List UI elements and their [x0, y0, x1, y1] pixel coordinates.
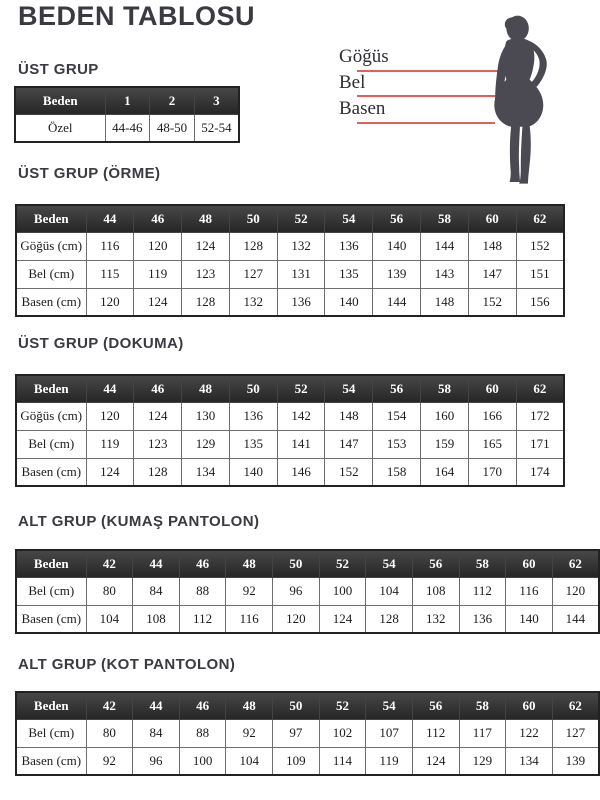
- table-cell: 116: [86, 232, 134, 260]
- table-cell: 108: [133, 605, 180, 633]
- table-cell: 153: [373, 430, 421, 458]
- table-header-cell: 54: [366, 692, 413, 719]
- row-label-cell: Bel (cm): [16, 577, 86, 605]
- table-cell: 120: [134, 232, 182, 260]
- table-cell: 148: [468, 232, 516, 260]
- heading-ust-grup-orme: ÜST GRUP (ÖRME): [18, 165, 161, 182]
- table-row: [16, 260, 564, 288]
- table-cell: 142: [277, 402, 325, 430]
- table-header-cell: 48: [182, 375, 230, 402]
- table-header-cell: 46: [179, 550, 226, 577]
- table-header-cell: 52: [319, 550, 366, 577]
- table-cell: 80: [86, 577, 133, 605]
- row-label-cell: Özel: [15, 114, 105, 142]
- table-header-cell: 48: [226, 550, 273, 577]
- table-cell: 148: [325, 402, 373, 430]
- table-cell: 140: [229, 458, 277, 486]
- table-cell: 52-54: [194, 114, 239, 142]
- table-header-row: [16, 375, 564, 402]
- table-cell: 120: [273, 605, 320, 633]
- table-cell: 136: [229, 402, 277, 430]
- table-ust-grup-dokuma: [15, 374, 565, 487]
- table-header-cell: 54: [366, 550, 413, 577]
- table-cell: 136: [277, 288, 325, 316]
- table-cell: 124: [134, 402, 182, 430]
- table-header-cell: Beden: [16, 375, 86, 402]
- table-cell: 127: [552, 719, 599, 747]
- table-header-row: [16, 550, 599, 577]
- label-gogus: Göğüs: [339, 46, 389, 67]
- table-cell: 170: [468, 458, 516, 486]
- table-cell: 120: [86, 402, 134, 430]
- table-cell: 112: [412, 719, 459, 747]
- table-header-row: [16, 205, 564, 232]
- table-cell: 115: [86, 260, 134, 288]
- table-header-cell: 62: [516, 375, 564, 402]
- table-cell: 128: [366, 605, 413, 633]
- table-row: [16, 402, 564, 430]
- heading-ust-grup-dokuma: ÜST GRUP (DOKUMA): [18, 335, 184, 352]
- table-cell: 124: [134, 288, 182, 316]
- table-cell: 84: [133, 577, 180, 605]
- table-row: [16, 747, 599, 775]
- table-header-cell: 58: [459, 550, 506, 577]
- table-header-cell: 52: [277, 375, 325, 402]
- size-table: [15, 691, 600, 776]
- table-cell: 152: [516, 232, 564, 260]
- table-header-cell: 48: [226, 692, 273, 719]
- heading-alt-grup-kumas: ALT GRUP (KUMAŞ PANTOLON): [18, 513, 260, 530]
- table-header-cell: 44: [86, 375, 134, 402]
- table-cell: 144: [552, 605, 599, 633]
- table-cell: 166: [468, 402, 516, 430]
- table-cell: 116: [226, 605, 273, 633]
- table-header-cell: 46: [134, 375, 182, 402]
- table-cell: 139: [552, 747, 599, 775]
- table-cell: 172: [516, 402, 564, 430]
- table-header-cell: 62: [516, 205, 564, 232]
- table-cell: 119: [86, 430, 134, 458]
- table-header-cell: 50: [273, 550, 320, 577]
- row-label-cell: Bel (cm): [16, 719, 86, 747]
- table-cell: 80: [86, 719, 133, 747]
- table-cell: 124: [412, 747, 459, 775]
- table-header-cell: 44: [133, 550, 180, 577]
- table-header-row: [16, 692, 599, 719]
- table-cell: 127: [229, 260, 277, 288]
- table-cell: 92: [86, 747, 133, 775]
- table-row: [16, 288, 564, 316]
- table-ust-grup: [14, 86, 240, 143]
- table-alt-grup-kumas: [15, 549, 600, 634]
- table-row: [16, 605, 599, 633]
- table-header-cell: 56: [373, 205, 421, 232]
- table-cell: 123: [134, 430, 182, 458]
- table-cell: 132: [277, 232, 325, 260]
- table-header-cell: 56: [373, 375, 421, 402]
- table-row: [16, 458, 564, 486]
- table-cell: 124: [86, 458, 134, 486]
- table-cell: 102: [319, 719, 366, 747]
- table-cell: 107: [366, 719, 413, 747]
- table-row: [16, 232, 564, 260]
- table-cell: 144: [373, 288, 421, 316]
- table-cell: 147: [468, 260, 516, 288]
- plus-size-woman-silhouette-icon: [479, 14, 561, 190]
- row-label-cell: Basen (cm): [16, 458, 86, 486]
- table-cell: 171: [516, 430, 564, 458]
- table-cell: 124: [182, 232, 230, 260]
- table-cell: 116: [506, 577, 553, 605]
- table-header-cell: 60: [506, 692, 553, 719]
- table-header-cell: 56: [412, 692, 459, 719]
- size-table: [15, 374, 565, 487]
- table-cell: 84: [133, 719, 180, 747]
- table-cell: 135: [325, 260, 373, 288]
- table-header-cell: 58: [421, 375, 469, 402]
- table-cell: 88: [179, 719, 226, 747]
- table-header-cell: 46: [134, 205, 182, 232]
- table-header-cell: 54: [325, 205, 373, 232]
- table-cell: 164: [421, 458, 469, 486]
- page-title: BEDEN TABLOSU: [18, 1, 256, 31]
- table-cell: 128: [134, 458, 182, 486]
- table-cell: 117: [459, 719, 506, 747]
- table-header-cell: 42: [86, 550, 133, 577]
- table-cell: 136: [459, 605, 506, 633]
- table-header-cell: 50: [273, 692, 320, 719]
- label-bel: Bel: [339, 72, 366, 93]
- table-header-cell: 58: [459, 692, 506, 719]
- table-header-cell: 62: [552, 550, 599, 577]
- table-header-cell: 50: [229, 375, 277, 402]
- table-cell: 104: [86, 605, 133, 633]
- table-cell: 151: [516, 260, 564, 288]
- table-cell: 108: [412, 577, 459, 605]
- table-cell: 104: [226, 747, 273, 775]
- table-cell: 140: [325, 288, 373, 316]
- table-cell: 100: [179, 747, 226, 775]
- table-cell: 122: [506, 719, 553, 747]
- table-cell: 128: [229, 232, 277, 260]
- table-cell: 100: [319, 577, 366, 605]
- table-cell: 97: [273, 719, 320, 747]
- table-cell: 147: [325, 430, 373, 458]
- table-cell: 120: [552, 577, 599, 605]
- table-cell: 119: [366, 747, 413, 775]
- table-cell: 141: [277, 430, 325, 458]
- table-cell: 132: [229, 288, 277, 316]
- table-cell: 104: [366, 577, 413, 605]
- row-label-cell: Bel (cm): [16, 430, 86, 458]
- table-cell: 152: [468, 288, 516, 316]
- table-cell: 88: [179, 577, 226, 605]
- heading-alt-grup-kot: ALT GRUP (KOT PANTOLON): [18, 656, 236, 673]
- row-label-cell: Göğüs (cm): [16, 402, 86, 430]
- table-row: [15, 114, 239, 142]
- size-table: [15, 204, 565, 317]
- table-header-cell: 1: [105, 87, 150, 114]
- table-cell: 154: [373, 402, 421, 430]
- table-header-cell: 52: [277, 205, 325, 232]
- table-cell: 124: [319, 605, 366, 633]
- table-cell: 112: [179, 605, 226, 633]
- table-cell: 165: [468, 430, 516, 458]
- table-header-cell: 60: [468, 205, 516, 232]
- table-header-cell: 2: [150, 87, 195, 114]
- row-label-cell: Basen (cm): [16, 747, 86, 775]
- table-header-cell: 54: [325, 375, 373, 402]
- table-cell: 135: [229, 430, 277, 458]
- table-cell: 144: [421, 232, 469, 260]
- table-cell: 139: [373, 260, 421, 288]
- heading-ust-grup: ÜST GRUP: [18, 61, 99, 78]
- table-ust-grup-orme: [15, 204, 565, 317]
- table-cell: 159: [421, 430, 469, 458]
- table-cell: 158: [373, 458, 421, 486]
- table-cell: 129: [459, 747, 506, 775]
- table-cell: 160: [421, 402, 469, 430]
- table-cell: 131: [277, 260, 325, 288]
- table-cell: 143: [421, 260, 469, 288]
- table-header-cell: 42: [86, 692, 133, 719]
- table-cell: 119: [134, 260, 182, 288]
- table-cell: 146: [277, 458, 325, 486]
- table-header-cell: 60: [468, 375, 516, 402]
- table-cell: 148: [421, 288, 469, 316]
- table-cell: 129: [182, 430, 230, 458]
- table-cell: 132: [412, 605, 459, 633]
- row-label-cell: Göğüs (cm): [16, 232, 86, 260]
- table-header-cell: 56: [412, 550, 459, 577]
- row-label-cell: Bel (cm): [16, 260, 86, 288]
- table-cell: 92: [226, 577, 273, 605]
- table-cell: 44-46: [105, 114, 150, 142]
- table-row: [16, 577, 599, 605]
- table-cell: 48-50: [150, 114, 195, 142]
- table-cell: 123: [182, 260, 230, 288]
- row-label-cell: Basen (cm): [16, 605, 86, 633]
- table-header-cell: Beden: [16, 205, 86, 232]
- table-header-cell: 46: [179, 692, 226, 719]
- table-header-cell: Beden: [15, 87, 105, 114]
- table-cell: 92: [226, 719, 273, 747]
- table-header-cell: 52: [319, 692, 366, 719]
- table-cell: 174: [516, 458, 564, 486]
- table-cell: 120: [86, 288, 134, 316]
- table-cell: 114: [319, 747, 366, 775]
- table-cell: 96: [273, 577, 320, 605]
- table-cell: 128: [182, 288, 230, 316]
- size-table: [15, 549, 600, 634]
- table-row: [16, 430, 564, 458]
- row-label-cell: Basen (cm): [16, 288, 86, 316]
- table-cell: 134: [506, 747, 553, 775]
- table-cell: 140: [373, 232, 421, 260]
- table-alt-grup-kot: [15, 691, 600, 776]
- table-cell: 109: [273, 747, 320, 775]
- table-header-row: [15, 87, 239, 114]
- table-header-cell: 3: [194, 87, 239, 114]
- table-header-cell: Beden: [16, 550, 86, 577]
- table-header-cell: 62: [552, 692, 599, 719]
- table-header-cell: 60: [506, 550, 553, 577]
- table-cell: 96: [133, 747, 180, 775]
- basen-measure-line: [357, 122, 495, 124]
- table-header-cell: 50: [229, 205, 277, 232]
- table-cell: 136: [325, 232, 373, 260]
- table-header-cell: 58: [421, 205, 469, 232]
- table-header-cell: 44: [86, 205, 134, 232]
- table-header-cell: 44: [133, 692, 180, 719]
- table-header-cell: Beden: [16, 692, 86, 719]
- table-row: [16, 719, 599, 747]
- table-cell: 134: [182, 458, 230, 486]
- table-header-cell: 48: [182, 205, 230, 232]
- table-cell: 152: [325, 458, 373, 486]
- table-cell: 112: [459, 577, 506, 605]
- table-cell: 130: [182, 402, 230, 430]
- size-table: [14, 86, 240, 143]
- table-cell: 156: [516, 288, 564, 316]
- table-cell: 140: [506, 605, 553, 633]
- label-basen: Basen: [339, 98, 386, 119]
